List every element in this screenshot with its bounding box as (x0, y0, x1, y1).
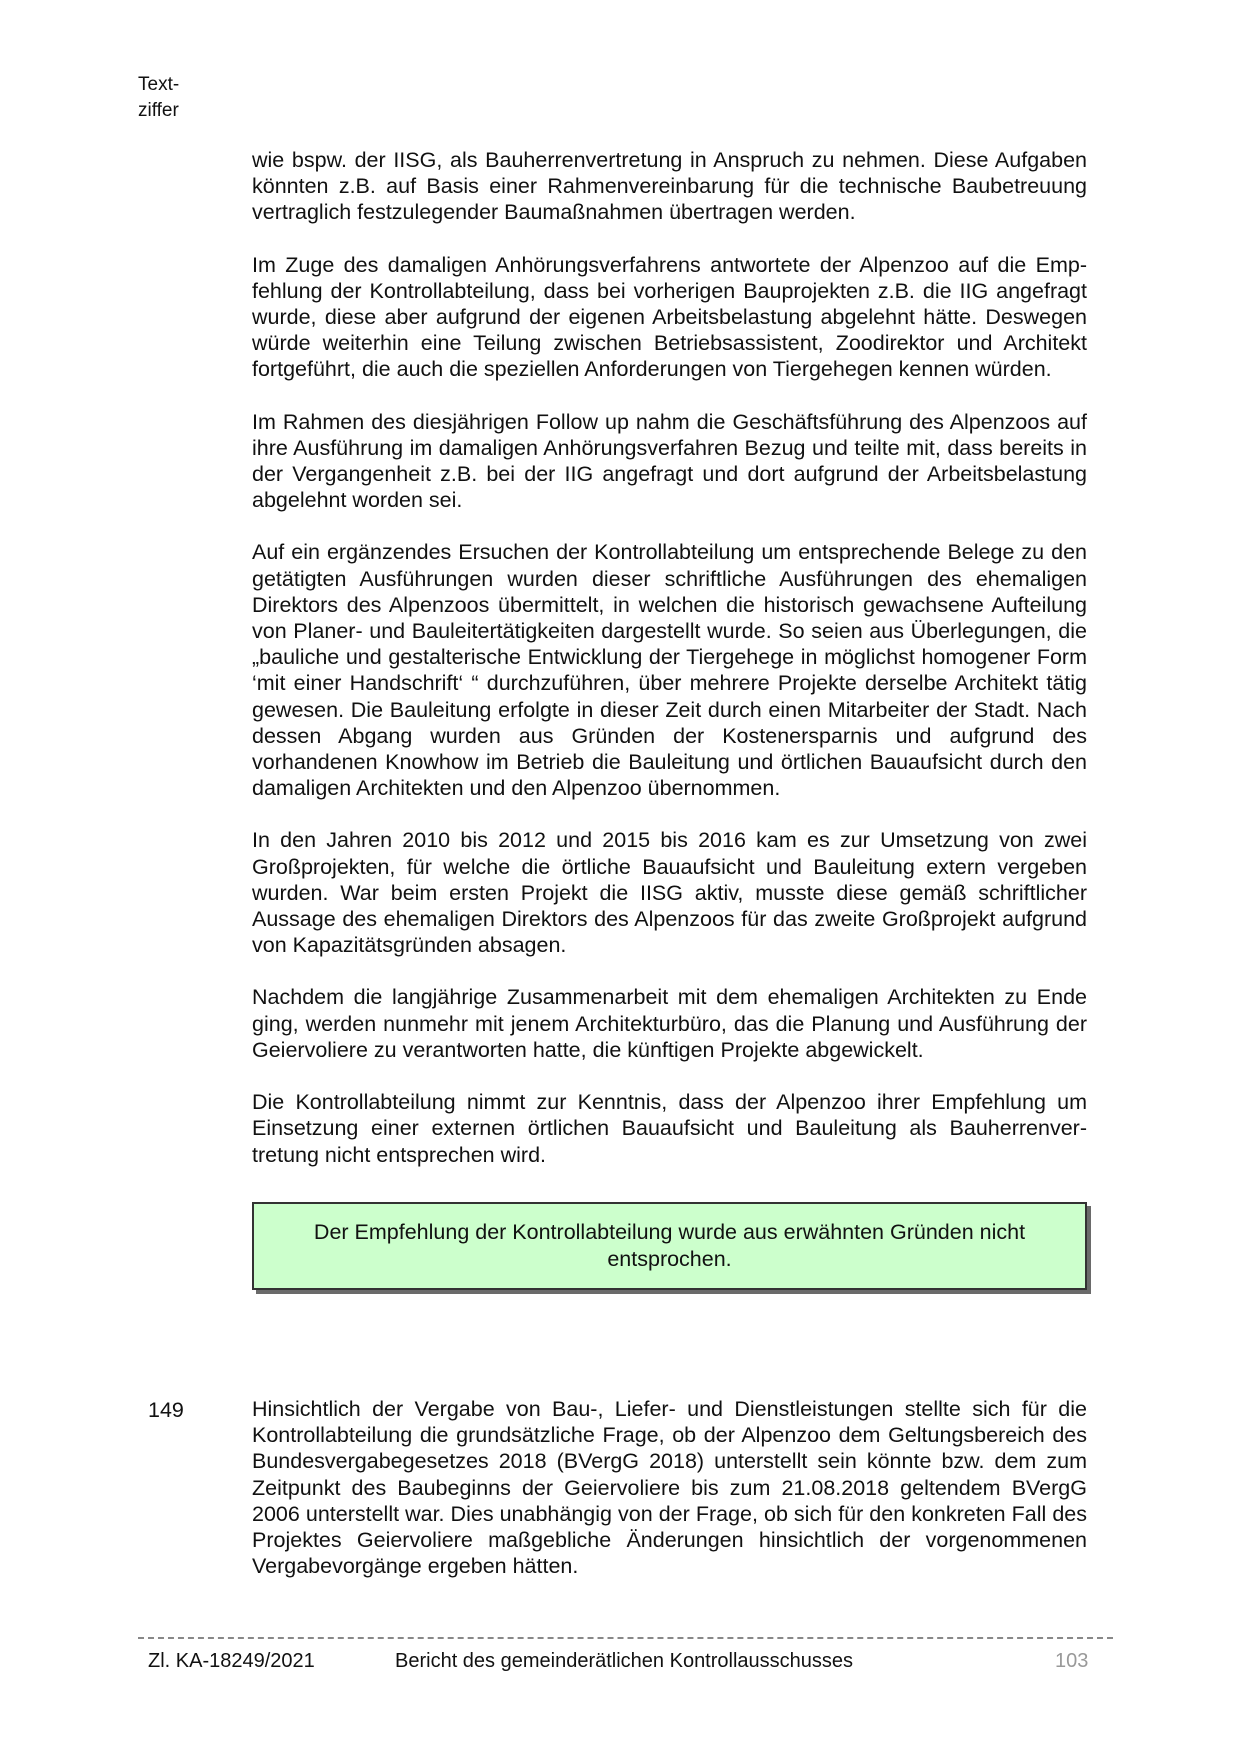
textziffer-paragraph: Hinsichtlich der Vergabe von Bau-, Liefer- und Dienstleistungen stellte sich für die Kontrollabteilung die grundsätzliche Frage, ob der Alpenzoo dem Geltungsbereich des Bundesvergabegesetzes 2018 (BVergG 2018) unterstellt sein könnte bzw. dem zum Zeitpunkt des Baubeginns der Geiervoliere bis zum 21.08.2018 geltendem BVergG 2006 unterstellt war. Dies unabhängig von der Frage, ob sich für den konkreten Fall des Projektes Geiervoliere maßgebliche Änderungen hinsichtlich der vorgenommenen Vergabevorgänge ergeben hätten. (252, 1397, 1087, 1579)
report-body (252, 147, 1087, 1290)
paragraph: In den Jahren 2010 bis 2012 und 2015 bis 2016 kam es zur Umsetzung von zwei Großprojekten, für welche die örtliche Bauaufsicht und Bauleitung extern vergeben wurden. War beim ersten Projekt die IISG aktiv, musste diese gemäß schriftlicher Aussage des ehemaligen Direktors des Alpenzoos für das zweite Großprojekt aufgrund von Kapazitätsgründen absagen. (252, 828, 1087, 958)
textziffer-column-label: Text- ziffer (138, 74, 180, 121)
paragraph: Nachdem die langjährige Zusammenarbeit mit dem ehemaligen Architekten zu Ende ging, werden nunmehr mit jenem Architekturbüro, das die Planung und Ausführung der Geiervoliere zu verantworten hatte, die künftigen Projekte abgewickelt. (252, 985, 1087, 1062)
page-number: 103 (1055, 1650, 1089, 1672)
paragraph: Die Kontrollabteilung nimmt zur Kenntnis, dass der Alpenzoo ihrer Empfehlung um Einsetzung einer externen örtlichen Bauaufsicht und Bauleitung als Bauherrenvertretung nicht entsprechen wird. (252, 1090, 1087, 1167)
footer-divider (138, 1637, 1113, 1639)
paragraph: wie bspw. der IISG, als Bauherrenvertretung in Anspruch zu nehmen. Diese Aufgaben könnten z.B. auf Basis einer Rahmenvereinbarung für die technische Baubetreuung vertraglich festzulegender Baumaßnahmen übertragen werden. (252, 148, 1087, 225)
paragraph: Auf ein ergänzendes Ersuchen der Kontrollabteilung um entsprechende Belege zu den getätigten Ausführungen wurden dieser schriftliche Ausführungen des ehemaligen Direktors des Alpenzoos übermittelt, in welchen die historisch gewachsene Aufteilung von Planer- und Bauleitertätigkeiten dargestellt wurde. So seien aus Überlegungen, die „bauliche und gestalterische Entwicklung der Tiergehege in möglichst homogener Form ‘mit einer Handschrift‘ “ durchzuführen, über mehrere Projekte derselbe Architekt tätig gewesen. Die Bauleitung erfolgte in dieser Zeit durch einen Mitarbeiter der Stadt. Nach dessen Abgang wurden aus Gründen der Kostenersparnis und aufgrund des vorhandenen Knowhow im Betrieb die Bauleitung und örtlichen Bauaufsicht durch den damaligen Architekten und den Alpenzoo übernommen. (252, 540, 1087, 801)
recommendation-text: Der Empfehlung der Kontrollabteilung wurde aus erwähnten Gründen nicht entsprochen. (313, 1220, 1026, 1271)
footer-reference: Zl. KA-18249/2021 (148, 1650, 315, 1672)
textziffer-number: 149 (148, 1398, 184, 1422)
footer-title: Bericht des gemeinderätlichen Kontrollausschusses (395, 1650, 854, 1672)
paragraph: Im Rahmen des diesjährigen Follow up nahm die Geschäftsführung des Alpenzoos auf ihre Ausführung im damaligen Anhörungsverfahren Bezug und teilte mit, dass bereits in der Vergangenheit z.B. bei der IIG angefragt und dort aufgrund der Arbeitsbelastung abgelehnt worden sei. (252, 409, 1087, 513)
paragraph: Im Zuge des damaligen Anhörungsverfahrens antwortete der Alpenzoo auf die Empfehlung der Kontrollabteilung, dass bei vorherigen Bauprojekten z.B. die IIG angefragt wurde, diese aber aufgrund der eigenen Arbeitsbelastung abgelehnt hätte. Deswegen würde weiterhin eine Teilung zwischen Betriebsassistent, Zoodirektor und Architekt fortgeführt, die auch die speziellen Anforderungen von Tiergehegen kennen würden. (252, 252, 1087, 382)
recommendation-box (252, 1202, 1087, 1290)
